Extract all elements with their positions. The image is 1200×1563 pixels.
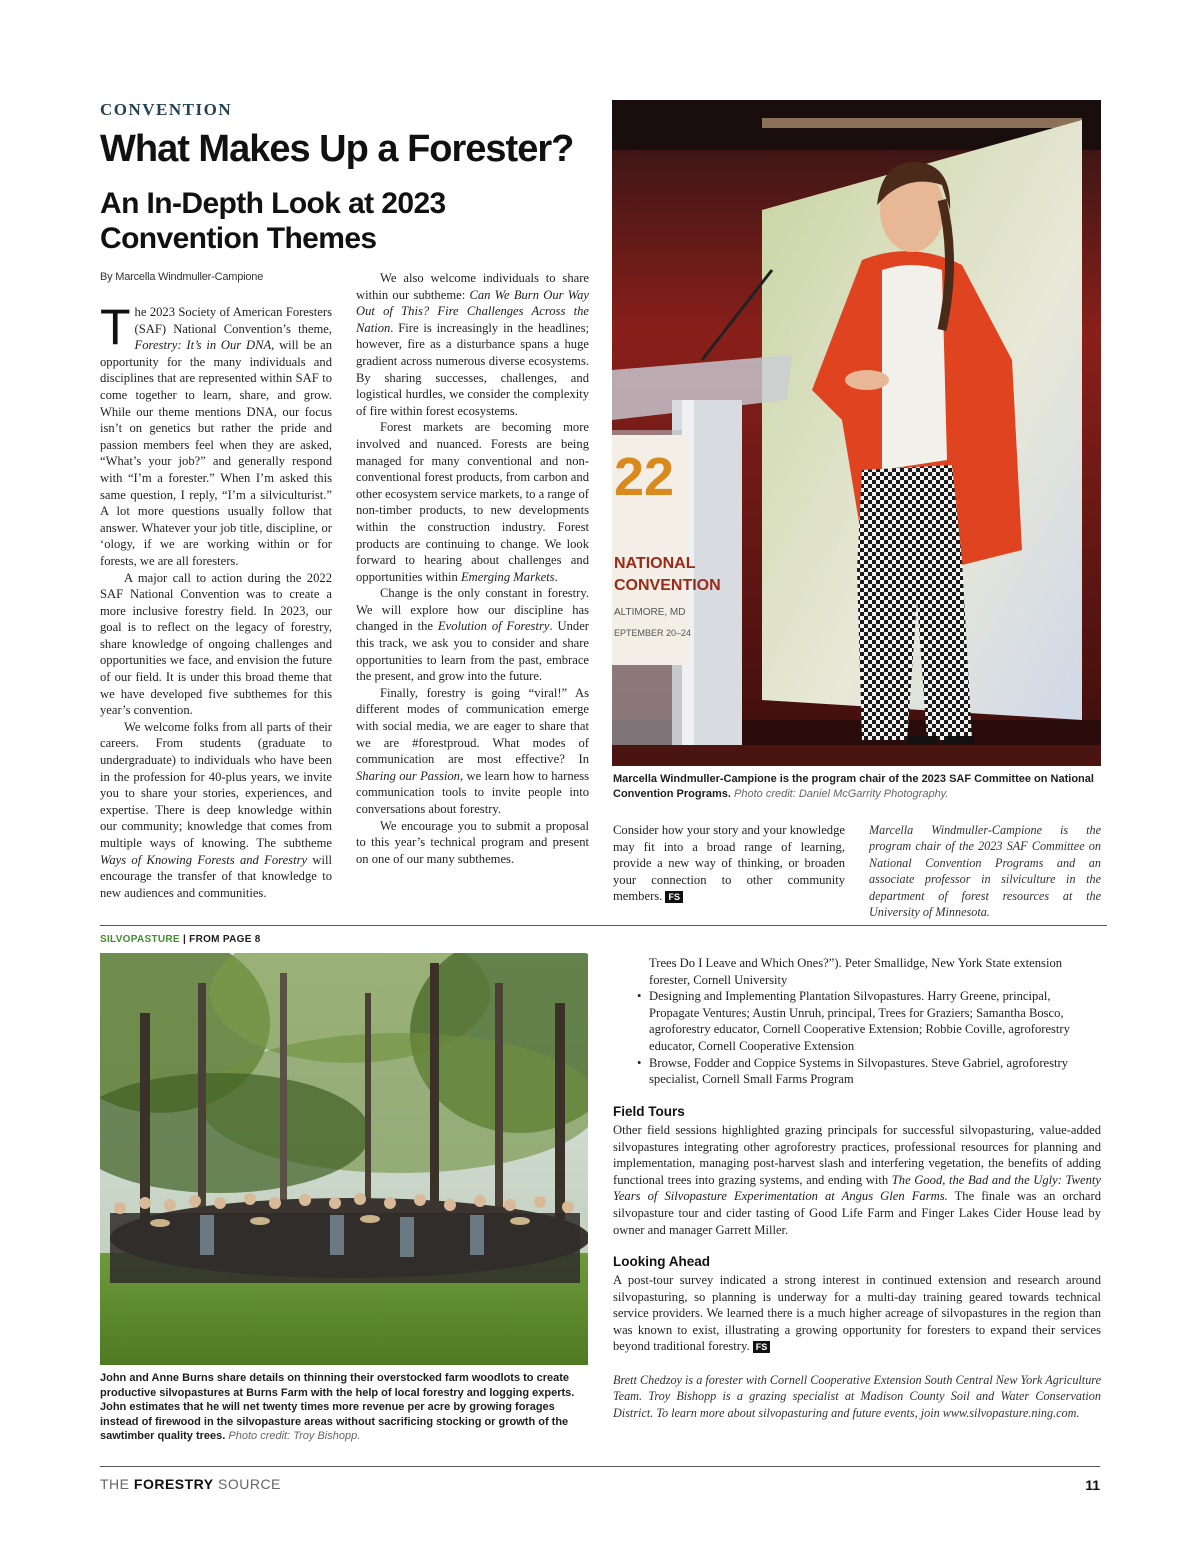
author-bio: Marcella Windmuller-Campione is the program chair of the 2023 SAF Committee on National Convention Programs and an associate professor in silviculture in the department of forest resources at the University of Minnesota. [869,823,1101,920]
drop-cap: T [100,299,131,355]
section-divider [100,925,1107,926]
silvopasture-photo-illustration [100,953,588,1365]
silvopasture-photo [100,953,588,1365]
silvopasture-photo-caption: John and Anne Burns share details on thinning their overstocked farm woodlots to create productive silvopastures at Burns Farm with the help of local forestry and logging experts. John estimates that he will net twenty times more revenue per acre by growing forages instead of firewood in the silvopasture areas without sacrificing stocking or growth of the sawtimber quality trees. Photo credit: Troy Bishopp. [100,1372,575,1442]
list-item: • Browse, Fodder and Coppice Systems in Silvopastures. Steve Gabriel, agroforestry specialist, Cornell Small Farms Program [637,1055,1069,1087]
italic-title: Evolution of Forestry [437,619,550,634]
paragraph: We also welcome individuals to share within our subtheme: Can We Burn Our Way Out of This? Fire Challenges Across the Nation. Fire is increasingly in the headlines; however, fire as a disturbance spans a huge gradient across numerous diverse ecosystems. By sharing successes, challenges, and logistical hurdles, we consider the complexity of fire within forest ecosystems. [356,271,589,418]
list-item: Trees Do I Leave and Which Ones?”). Peter Smallidge, New York State extension forester, Cornell University [649,956,1063,987]
article-subtitle: An In-Depth Look at 2023 Convention Themes [100,187,446,256]
fs-end-badge: FS [665,891,683,903]
kicker-from-page: | FROM PAGE 8 [183,934,261,945]
paragraph: Forest markets are becoming more involved and nuanced. Forests are being managed for many conventional and non-conventional forest products, from carbon and other ecosystem service markets, to a range of non-timber products, to new developments within the construction industry. Forest products are continuing to change. We look forward to hearing about challenges and opportunities within Emerging Markets. [356,420,589,584]
speaker-photo-illustration [612,100,1101,766]
looking-ahead-text: A post-tour survey indicated a strong interest in continued extension and research around silvopasturing, so planning is underway for a multi-day training geared towards technical service providers. We learned there is a much higher acreage of silvopastures in the region than was known to exist, illustrating a growing opportunity for foresters to expand their services beyond traditional forestry. FS [613,1273,1101,1354]
continued-from-kicker [100,934,261,945]
article-column-2 [356,270,589,867]
field-tours-heading: Field Tours [613,1104,685,1119]
byline: By Marcella Windmuller-Campione [100,271,264,283]
italic-title: Forestry: It’s in Our DNA [134,338,272,353]
photo-caption: Marcella Windmuller-Campione is the program chair of the 2023 SAF Committee on National Convention Programs. Photo credit: Daniel McGarrity Photography. [613,773,1094,800]
author-bio: Brett Chedzoy is a forester with Cornell Cooperative Extension South Central New York Agriculture Team. Troy Bishopp is a grazing specialist at Madison County Soil and Water Conservation District. To learn more about silvopasturing and future events, join www.silvopasture.ning.com. [613,1373,1101,1420]
italic-title: Emerging Markets [460,569,555,584]
article-column-1 [100,299,332,901]
publication-brand: THE FORESTRY SOURCE [100,1476,281,1492]
footer-rule [100,1466,1100,1467]
paragraph: The 2023 Society of American Foresters (SAF) National Convention’s theme, Forestry: It’s in Our DNA, will be an opportunity for the many individuals and disciplines that are represented within SAF to come together to learn, share, and grow. While our theme mentions DNA, our focus isn’t on genetics but rather the pride and passion members feel when they are asked, “What’s your job?” and generally respond with “I’m a forester.” When I’m asked this same question, I reply, “I’m a silviculturist.” A lot more questions usually follow that answer. Whatever your job title, discipline, or ‘ology, if we are working within or for forests, we are all foresters. [100,299,332,568]
italic-title: Ways of Knowing Forests and Forestry [100,852,308,867]
kicker-section: SILVOPASTURE [100,934,180,945]
italic-title: Sharing our Passion [356,768,460,783]
paragraph: A major call to action during the 2022 SAF National Convention was to create a more inclusive forestry field. In 2023, our goal is to reflect on the legacy of forestry, share knowledge of ongoing challenges and opportunities we face, and envision the future of our field. It is under this broad theme that we have developed five subthemes for this year’s convention. [100,570,332,718]
article-title: What Makes Up a Forester? [100,128,574,170]
article2-right-column [613,955,1101,1088]
paragraph: We welcome folks from all parts of their careers. From students (graduate to undergraduate) to individuals who have been in the profession for 40-plus years, we invite you to share your stories, experiences, and expertise. There is deep knowledge within our community; knowledge that comes from multiple ways of knowing. The subtheme Ways of Knowing Forests and Forestry will encourage the transfer of that knowledge to new audiences and communities. [100,719,332,900]
podium-sign-line-1: NATIONAL [614,555,696,572]
paragraph: Change is the only constant in forestry. We will explore how our discipline has changed in the Evolution of Forestry. Under this track, we ask you to consider and share opportunities to learn from the past, embrace the present, and grow into the future. [356,586,589,684]
paragraph: We encourage you to submit a proposal to this year’s technical program and present on one of our many subthemes. [356,818,589,866]
list-item: • Designing and Implementing Plantation Silvopastures. Harry Greene, principal, Propagate Ventures; Austin Unruh, principal, Trees for Graziers; Samantha Bosco, agroforestry educator, Cornell Cooperative Extension; Robbie Coville, agroforestry educator, Cornell Cooperative Extension [637,989,1070,1053]
fs-end-badge: FS [753,1341,771,1353]
page-number: 11 [1085,1477,1100,1493]
podium-sign-number: 22 [614,447,675,507]
photo-credit: Photo credit: Troy Bishopp. [228,1430,361,1442]
podium-sign-line-2: CONVENTION [614,577,721,594]
photo-credit: Photo credit: Daniel McGarrity Photography. [734,787,949,800]
field-tours-text: Other field sessions highlighted grazing principals for successful silvopasturing, value-added silvopastures integrating other agroforestry practices, professional resources for planning and implementation, managing post-harvest slash and interfering vegetation, the benefits of adding functional trees into grazing systems, and ending with The Good, the Bad and the Ugly: Twenty Years of Silvopasture Experimentation at Angus Glen Farms. The finale was an orchard silvopasture tour and cider tasting of Good Life Farm and Finger Lakes Cider House lead by owner and manager Garrett Miller. [613,1123,1101,1237]
looking-ahead-heading: Looking Ahead [613,1254,710,1269]
paragraph: Finally, forestry is going “viral!” As different modes of communication emerge with social media, we are eager to share that we are #forestproud. What modes of communication are most effective? In Sharing our Passion, we learn how to harness communication tools to invite people into conversations about forestry. [356,685,590,816]
podium-sign-line-3: ALTIMORE, MD [614,607,686,618]
session-list [613,955,1101,1088]
podium-sign-line-4: EPTEMBER 20–24 [614,628,692,638]
italic-title: Can We Burn Our Way Out of This? Fire Challenges Across the Nation [356,287,589,335]
speaker-photo [612,100,1101,766]
section-label: CONVENTION [100,100,233,119]
italic-title: The Good, the Bad and the Ugly: Twenty Years of Silvopasture Experimentation at Angus Glen Farms. [613,1172,1101,1204]
article-continued-text: Consider how your story and your knowledge may fit into a broad range of learning, provide a new way of thinking, or broaden your connection to other community members. FS [613,823,845,904]
